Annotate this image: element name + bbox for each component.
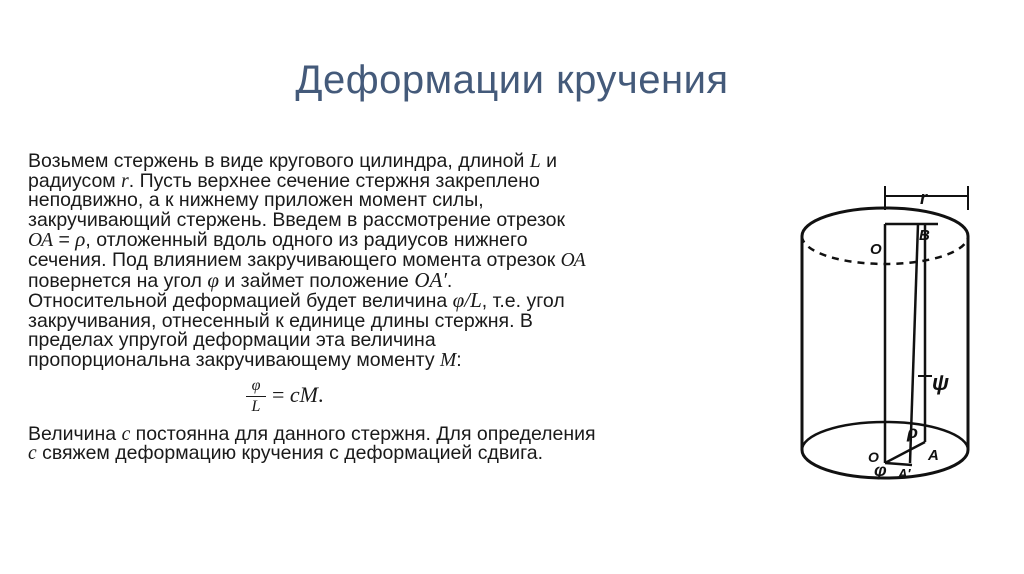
paragraph-2 <box>28 422 728 465</box>
text-span: , отложенный вдоль одного из радиусов нижнего <box>85 229 528 252</box>
text-line: пределах упругой деформации эта величина <box>28 329 436 352</box>
text-span: = <box>53 229 76 252</box>
label-B: B <box>919 227 930 244</box>
formula-rhs <box>272 381 324 407</box>
cylinder-figure <box>790 180 990 500</box>
text-line: закручивания, отнесенный к единице длины стержня. В <box>28 309 533 332</box>
formula-denominator: L <box>251 397 261 415</box>
label-r: r <box>920 188 928 208</box>
label-A: A <box>928 447 939 464</box>
radius-OA-prime <box>885 463 912 465</box>
formula-numerator: φ <box>251 376 261 394</box>
text-span: радиусом <box>28 169 122 192</box>
text-line: закручивающий стержень. Введем в рассмотрение отрезок <box>28 208 566 231</box>
text-line <box>28 227 728 252</box>
var-M: М <box>440 349 457 371</box>
text-line: неподвижно, а к нижнему приложен момент силы, <box>28 189 484 212</box>
label-phi: φ <box>874 460 887 480</box>
text-line <box>28 444 728 464</box>
text-span: постоянна для данного стержня. Для определения <box>130 422 596 445</box>
formula-cM: cM <box>289 381 319 407</box>
text-line <box>28 348 728 371</box>
text-span: и займет положение <box>218 269 415 292</box>
text-span: пропорциональна закручивающему моменту <box>28 348 440 371</box>
label-psi: ψ <box>932 370 950 395</box>
text-line <box>28 267 728 292</box>
radius-OA <box>885 442 925 463</box>
label-A-prime: A′ <box>898 466 911 481</box>
var-OA-prime: OA′ <box>414 267 447 292</box>
text-span: повернется на угол <box>28 269 208 292</box>
slide-title: Деформации кручения <box>295 58 729 102</box>
text-line <box>28 288 728 313</box>
cylinder-diagram <box>790 180 990 500</box>
text-span: Возьмем стержень в виде кругового цилиндра, длиной <box>28 150 530 172</box>
var-c: с <box>28 443 37 465</box>
text-span: сечения. Под влиянием закручивающего момента отрезок <box>28 248 561 271</box>
var-phi-over-L: φ/L <box>452 288 482 313</box>
text-span: Величина <box>28 422 122 445</box>
label-rho: ρ <box>907 422 918 442</box>
var-OA: ОА <box>560 249 586 271</box>
body-text <box>28 152 728 464</box>
text-span: : <box>456 348 462 371</box>
fraction-bar <box>246 396 266 397</box>
var-phi: φ <box>207 267 219 292</box>
var-rho: ρ <box>75 227 86 252</box>
text-span: . <box>446 269 453 292</box>
text-span: Относительной деформацией будет величина <box>28 290 453 313</box>
equals-sign: = <box>272 381 290 407</box>
text-line <box>28 248 728 271</box>
var-OA: ОА <box>28 230 54 252</box>
formula <box>28 375 728 425</box>
label-O-bottom: O <box>868 449 879 465</box>
label-O-top: O <box>870 241 882 258</box>
var-L: L <box>529 151 541 172</box>
formula-fraction <box>246 377 266 416</box>
text-span: . Пусть верхнее сечение стержня закреплено <box>128 169 540 192</box>
text-span: и <box>540 150 557 172</box>
text-span: , т.е. угол <box>481 290 565 313</box>
var-c: с <box>121 423 131 445</box>
formula-dot: . <box>318 381 324 407</box>
var-r: r <box>121 170 129 192</box>
text-span: свяжем деформацию кручения с деформацией сдвига. <box>36 442 544 465</box>
